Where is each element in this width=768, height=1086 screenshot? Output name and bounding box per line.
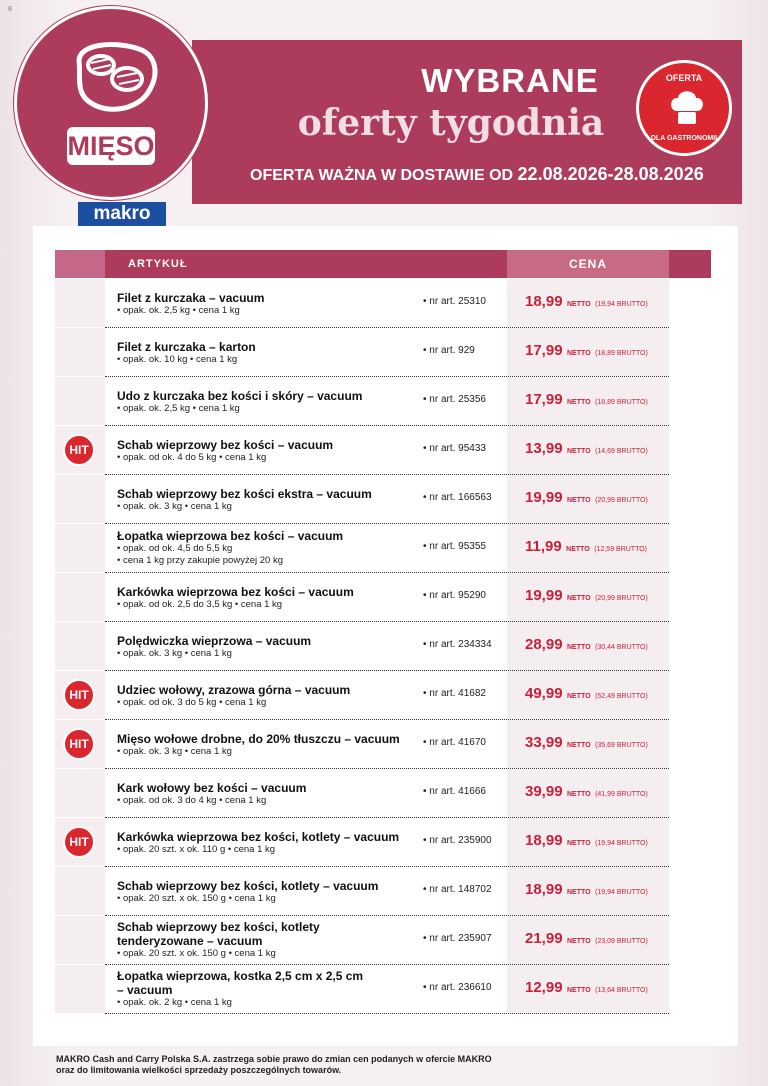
price [525,636,648,654]
table-row [55,622,711,671]
row-separator [105,1013,669,1014]
product-details: • opak. ok. 3 kg • cena 1 kg [117,746,232,757]
table-row [55,867,711,916]
table-row [55,965,711,1014]
article-number: • nr art. 929 [423,345,475,356]
price-netto-label: NETTO [567,497,591,504]
price-brutto: (19,94 BRUTTO) [595,301,648,308]
article-number: • nr art. 235900 [423,835,492,846]
price-brutto: (41,99 BRUTTO) [595,791,648,798]
table-row [55,573,711,622]
product-details: • opak. ok. 3 kg • cena 1 kg [117,648,232,659]
header-hit-column [55,250,105,278]
article-number: • nr art. 234334 [423,639,492,650]
product-details: • opak. 20 szt. x ok. 110 g • cena 1 kg [117,844,276,855]
product-details: • opak. ok. 2,5 kg • cena 1 kg [117,305,240,316]
hit-cell [55,769,105,817]
price [525,440,648,458]
hit-cell [55,524,105,572]
product-details: • opak. 20 szt. x ok. 150 g • cena 1 kg [117,948,276,959]
price-net-amount: 18,99 [525,293,563,310]
article-number: • nr art. 25356 [423,394,486,405]
table-row [55,916,711,965]
price [525,342,648,360]
price [525,685,648,703]
price-brutto: (18,89 BRUTTO) [595,399,648,406]
hit-cell [55,720,105,768]
price [525,293,648,311]
table-row [55,426,711,475]
price-net-amount: 11,99 [525,538,562,555]
price-brutto: (52,49 BRUTTO) [595,693,648,700]
product-details: • opak. ok. 2,5 kg • cena 1 kg [117,403,240,414]
product-details: • opak. od ok. 4 do 5 kg • cena 1 kg [117,452,267,463]
product-details: • opak. ok. 3 kg • cena 1 kg [117,501,232,512]
hit-cell [55,818,105,866]
table-row [55,769,711,818]
price-netto-label: NETTO [567,693,591,700]
price [525,783,648,801]
category-circle [14,6,208,200]
validity-dates: 22.08.2026-28.08.2026 [517,164,704,184]
legal-footer [56,1054,492,1076]
article-number: • nr art. 41682 [423,688,486,699]
price-net-amount: 17,99 [525,391,563,408]
product-details: • opak. od ok. 3 do 4 kg • cena 1 kg [117,795,267,806]
price-netto-label: NETTO [567,791,591,798]
price-brutto: (23,09 BRUTTO) [595,938,648,945]
hit-cell [55,377,105,425]
price-brutto: (12,59 BRUTTO) [594,546,648,553]
price [525,881,648,899]
product-name: Udziec wołowy, zrazowa górna – vacuum [117,683,351,697]
badge-top-text: OFERTA [665,73,703,83]
price [525,587,648,605]
hit-badge: HIT [63,728,95,760]
price-netto-label: NETTO [567,301,591,308]
price-net-amount: 17,99 [525,342,563,359]
price-netto-label: NETTO [567,938,591,945]
hit-cell [55,426,105,474]
product-name: Schab wieprzowy bez kości, kotlety – vacuum [117,879,379,893]
hit-cell [55,622,105,670]
validity-prefix: OFERTA WAŻNA W DOSTAWIE OD [250,167,514,184]
product-name: Łopatka wieprzowa bez kości – vacuum [117,529,344,543]
table-row [55,524,711,573]
price [525,391,648,409]
product-details: • opak. od ok. 4,5 do 5,5 kg [117,543,233,554]
price [525,489,648,507]
product-name: Filet z kurczaka – vacuum [117,291,265,305]
table-header [55,250,711,278]
brand-name: makro [93,203,151,224]
product-details: • opak. ok. 2 kg • cena 1 kg [117,997,232,1008]
price-brutto: (20,99 BRUTTO) [595,497,648,504]
table-row [55,328,711,377]
column-price: CENA [507,250,669,278]
price [525,832,648,850]
hit-cell [55,671,105,719]
article-number: • nr art. 235907 [423,933,492,944]
page-corner-mark: 8 [8,6,12,13]
offer-validity [250,164,740,185]
chef-hat-icon [667,85,707,129]
header-subtitle: oferty tygodnia [297,102,605,144]
article-number: • nr art. 148702 [423,884,492,895]
product-details: • opak. od ok. 3 do 5 kg • cena 1 kg [117,697,267,708]
price-net-amount: 18,99 [525,881,563,898]
hit-cell [55,573,105,621]
article-number: • nr art. 236610 [423,982,492,993]
hit-cell [55,279,105,327]
column-article: ARTYKUŁ [128,258,188,270]
table-row [55,720,711,769]
price-netto-label: NETTO [567,987,591,994]
price-brutto: (19,94 BRUTTO) [595,889,648,896]
price-net-amount: 39,99 [525,783,563,800]
steak-icon [61,39,161,121]
price-netto-label: NETTO [566,546,590,553]
table-row [55,671,711,720]
price-netto-label: NETTO [567,350,591,357]
product-name: Mięso wołowe drobne, do 20% tłuszczu – vacuum [117,732,400,746]
product-name-cont: tenderyzowane – vacuum [117,934,263,948]
gastronomy-offer-badge [636,60,732,156]
product-details: • cena 1 kg przy zakupie powyżej 20 kg [117,555,283,566]
hit-cell [55,965,105,1013]
price-net-amount: 19,99 [525,587,563,604]
category-label: MIĘSO [67,127,155,165]
product-name: Karkówka wieprzowa bez kości – vacuum [117,585,354,599]
price-net-amount: 21,99 [525,930,563,947]
article-number: • nr art. 25310 [423,296,486,307]
price [525,930,648,948]
article-number: • nr art. 166563 [423,492,492,503]
price-brutto: (13,64 BRUTTO) [595,987,648,994]
badge-bottom-text: DLA GASTRONOMII [650,135,718,142]
price-brutto: (20,99 BRUTTO) [595,595,648,602]
article-number: • nr art. 95290 [423,590,486,601]
hit-cell [55,328,105,376]
product-name: Filet z kurczaka – karton [117,340,256,354]
price-brutto: (30,44 BRUTTO) [595,644,648,651]
article-number: • nr art. 41670 [423,737,486,748]
price-netto-label: NETTO [567,840,591,847]
hit-badge: HIT [63,679,95,711]
price-brutto: (18,89 BRUTTO) [595,350,648,357]
product-name: Schab wieprzowy bez kości, kotlety [117,920,320,934]
price [525,734,648,752]
product-name: Schab wieprzowy bez kości ekstra – vacuum [117,487,372,501]
makro-logo [78,202,166,226]
article-number: • nr art. 95433 [423,443,486,454]
product-name: Udo z kurczaka bez kości i skóry – vacuum [117,389,363,403]
price-netto-label: NETTO [567,595,591,602]
hit-cell [55,867,105,915]
price [525,979,648,997]
table-row [55,818,711,867]
hit-cell [55,475,105,523]
price-net-amount: 19,99 [525,489,563,506]
product-name-cont: – vacuum [117,983,173,997]
product-name: Łopatka wieprzowa, kostka 2,5 cm x 2,5 cm [117,969,364,983]
price-net-amount: 28,99 [525,636,563,653]
price-net-amount: 33,99 [525,734,563,751]
price-brutto: (35,69 BRUTTO) [595,742,648,749]
product-name: Schab wieprzowy bez kości – vacuum [117,438,334,452]
table-row [55,377,711,426]
price-netto-label: NETTO [567,742,591,749]
article-number: • nr art. 95355 [423,541,486,552]
hit-badge: HIT [63,826,95,858]
price-netto-label: NETTO [567,644,591,651]
product-details: • opak. ok. 10 kg • cena 1 kg [117,354,238,365]
price-net-amount: 18,99 [525,832,563,849]
price-brutto: (19,94 BRUTTO) [595,840,648,847]
table-row [55,475,711,524]
article-number: • nr art. 41666 [423,786,486,797]
price-brutto: (14,69 BRUTTO) [595,448,648,455]
product-details: • opak. 20 szt. x ok. 150 g • cena 1 kg [117,893,276,904]
product-name: Polędwiczka wieprzowa – vacuum [117,634,312,648]
hit-cell [55,916,105,964]
price-netto-label: NETTO [567,399,591,406]
hit-badge: HIT [63,434,95,466]
header-title: WYBRANE [421,62,599,99]
price-net-amount: 12,99 [525,979,563,996]
footer-line-2: oraz do limitowania wielkości sprzedaży poszczególnych towarów. [56,1065,342,1075]
product-details: • opak. od ok. 2,5 do 3,5 kg • cena 1 kg [117,599,283,610]
price-net-amount: 13,99 [525,440,563,457]
price-netto-label: NETTO [567,889,591,896]
table-row [55,279,711,328]
price-net-amount: 49,99 [525,685,563,702]
product-name: Kark wołowy bez kości – vacuum [117,781,307,795]
price [525,538,647,556]
price-netto-label: NETTO [567,448,591,455]
product-name: Karkówka wieprzowa bez kości, kotlety – vacuum [117,830,400,844]
footer-line-1: MAKRO Cash and Carry Polska S.A. zastrzega sobie prawo do zmian cen podanych w ofercie MAKRO [56,1054,492,1064]
